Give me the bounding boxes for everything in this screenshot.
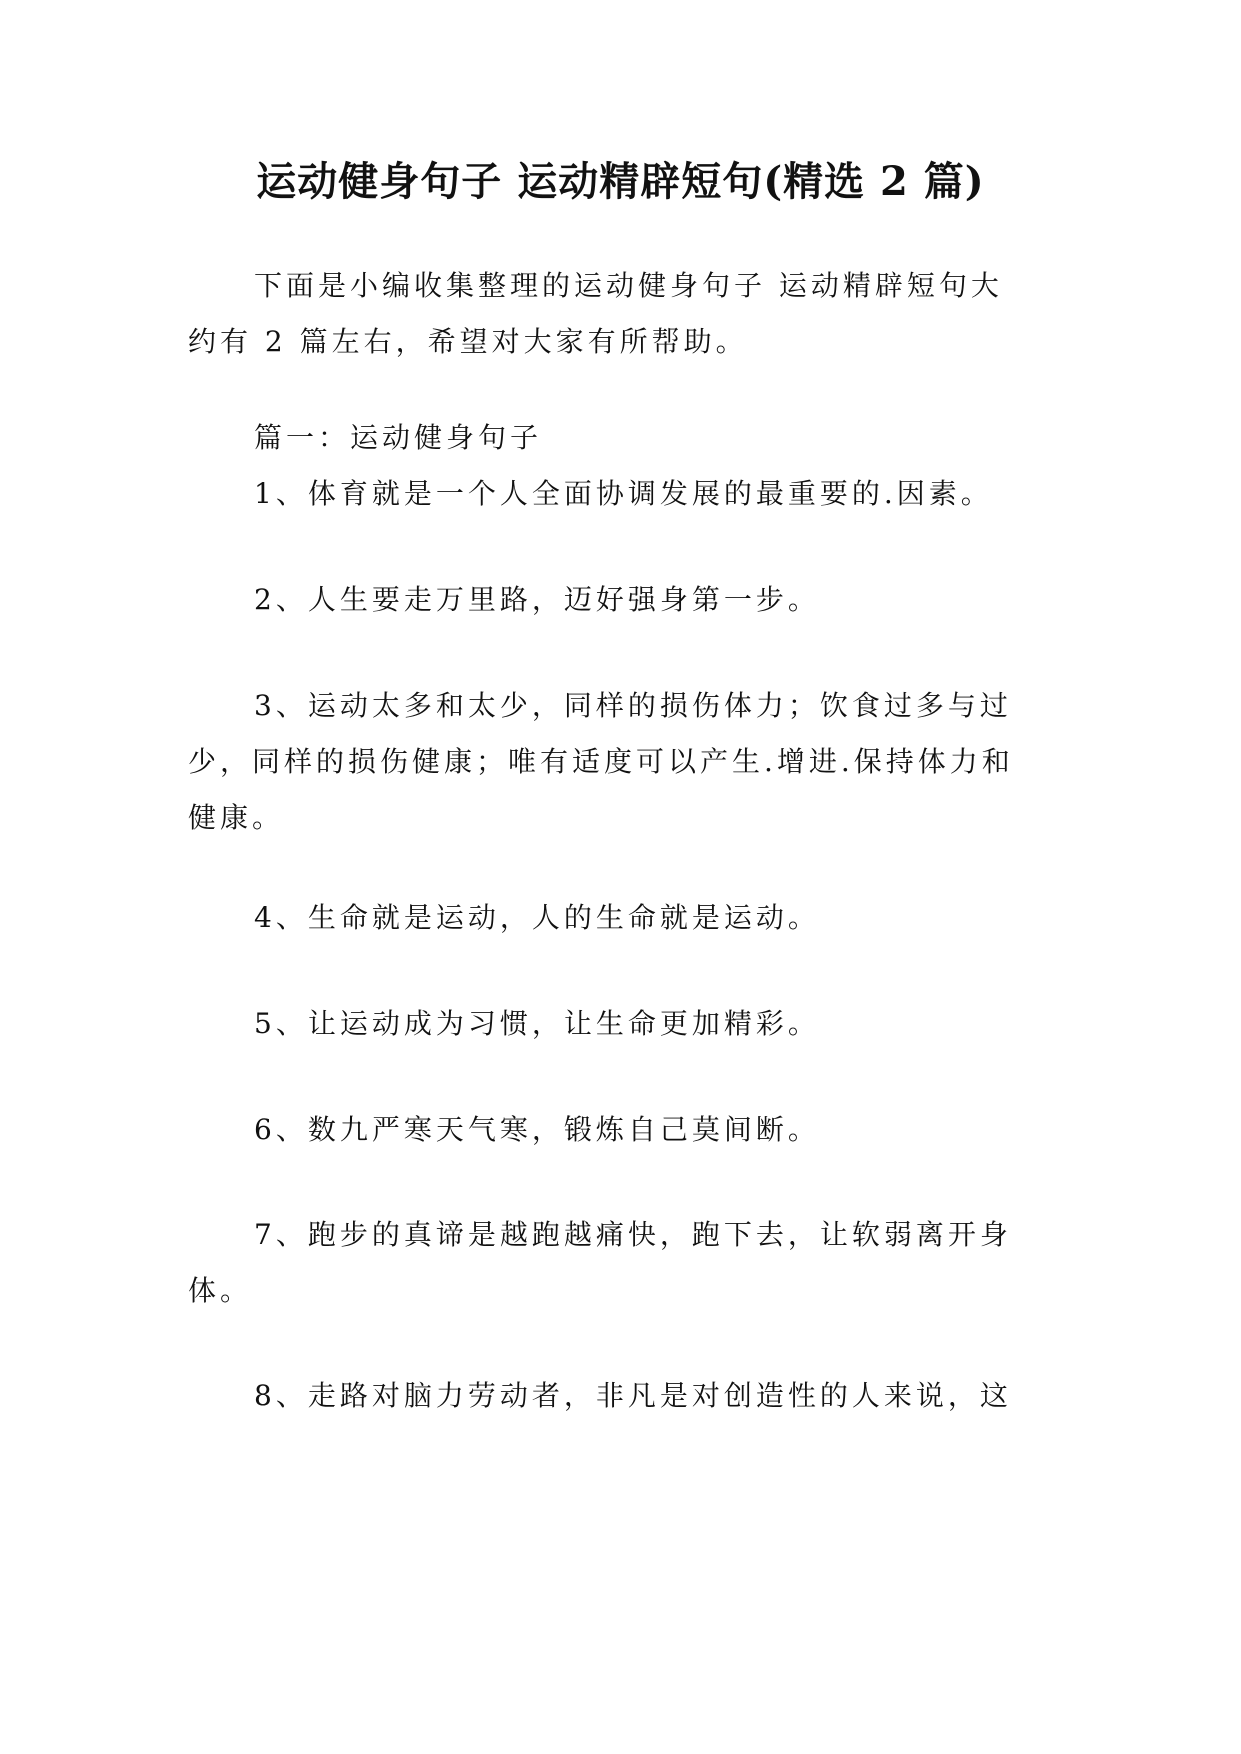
list-item: 1、体育就是一个人全面协调发展的最重要的.因素。 (254, 477, 993, 510)
list-item: 6、数九严寒天气寒，锻炼自己莫间断。 (254, 1113, 820, 1146)
intro-line: 下面是小编收集整理的运动健身句子 运动精辟短句大 (254, 269, 1003, 302)
intro-line: 约有 2 篇左右，希望对大家有所帮助。 (188, 325, 748, 358)
intro-paragraph (188, 258, 1058, 370)
document-title: 运动健身句子 运动精辟短句(精选 2 篇) (256, 158, 985, 205)
list-item: 8、走路对脑力劳动者，非凡是对创造性的人来说，这 (254, 1379, 1012, 1412)
section-heading: 篇一：运动健身句子 (254, 421, 543, 454)
list-item: 3、运动太多和太少，同样的损伤体力；饮食过多与过 少，同样的损伤健康；唯有适度可以产生.增进.保持体力和 健康。 (188, 689, 1014, 834)
list-item: 2、人生要走万里路，迈好强身第一步。 (254, 583, 820, 616)
list-item: 4、生命就是运动，人的生命就是运动。 (254, 901, 820, 934)
list-item: 5、让运动成为习惯，让生命更加精彩。 (254, 1007, 820, 1040)
list-item: 7、跑步的真谛是越跑越痛快，跑下去，让软弱离开身 体。 (188, 1218, 1012, 1307)
